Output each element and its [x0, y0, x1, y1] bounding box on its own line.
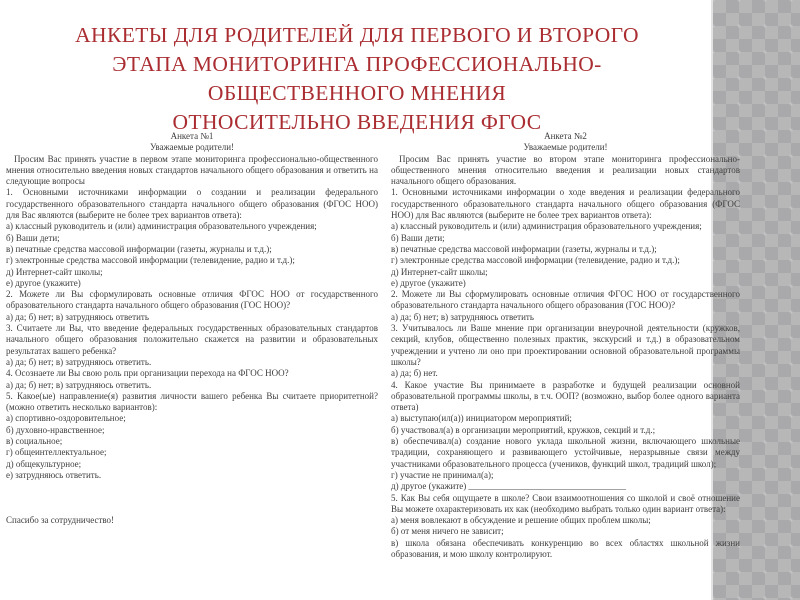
questionnaire-1-line: в) социальное; — [6, 436, 63, 447]
questionnaire-1-line: е) другое (укажите) — [6, 277, 81, 288]
questionnaire-1-salutation: Уважаемые родители! — [149, 142, 235, 153]
questionnaire-2-line: б) участвовал(а) в организации мероприятий, кружков, секций и т.д.; — [391, 424, 656, 435]
questionnaire-1-line: 2. Можете ли Вы сформулировать основные отличия ФГОС НОО от государственного образовательного стандарта начального общего образования (ГОС НОО)? — [6, 289, 378, 311]
questionnaire-2-line: в) школа обязана обеспечивать конкуренцию во всех областях школьной жизни образования, и мою школу контролируют. — [391, 537, 740, 559]
questionnaire-1-line: а) да; б) нет; в) затрудняюсь ответить — [6, 311, 149, 322]
questionnaire-2-line: е) другое (укажите) — [391, 277, 466, 288]
questionnaire-1-line: а) да; б) нет; в) затрудняюсь ответить. — [6, 379, 152, 390]
questionnaire-2-line: 4. Какое участие Вы принимаете в разработке и будущей реализации основной образовательной программы школы, в т.ч. ООП? (возможно, выбор более одного варианта ответа) — [391, 379, 740, 413]
questionnaire-2-line: а) да; б) нет; в) затрудняюсь ответить — [391, 311, 534, 322]
questionnaire-1-body — [6, 154, 378, 527]
slide-title-line: ОБЩЕСТВЕННОГО МНЕНИЯ — [207, 81, 507, 105]
questionnaire-1-line: в) печатные средства массовой информации (газеты, журналы и т.д.); — [6, 243, 272, 254]
questionnaire-2-line: а) выступаю(ил(а)) инициатором мероприятий; — [391, 413, 572, 424]
questionnaire-2-line: 2. Можете ли Вы сформулировать основные отличия ФГОС НОО от государственного образовательного стандарта начального общего образования (ГОС НОО)? — [391, 289, 740, 311]
questionnaire-2-line: д) другое (укажите) ___________________________________ — [391, 481, 627, 492]
questionnaire-1-line: 5. Какое(ые) направление(я) развития личности вашего ребенка Вы считаете приоритетной? (можно ответить несколько вариантов): — [6, 390, 378, 413]
questionnaire-1-line: д) Интернет-сайт школы; — [6, 266, 103, 277]
slide-title-line: АНКЕТЫ ДЛЯ РОДИТЕЛЕЙ ДЛЯ ПЕРВОГО И ВТОРОГО — [75, 23, 639, 47]
questionnaire-2-line: а) классный руководитель и (или) администрация образовательного учреждения; — [391, 221, 702, 232]
questionnaire-2-line: 3. Учитывалось ли Ваше мнение при организации внеурочной деятельности (кружков, секций, клубов, общественно полезных практик, экскурсий и т.д.) в образовательном учреждении и учтено ли оно при проектировании основной образовательной программы школы? — [391, 323, 740, 367]
slide-title — [10, 21, 704, 137]
questionnaire-1-column — [6, 131, 378, 527]
questionnaire-2-header: Анкета №2 — [544, 131, 587, 141]
questionnaire-2-column — [391, 131, 740, 560]
questionnaire-1-line: а) да; б) нет; в) затрудняюсь ответить. — [6, 356, 152, 367]
questionnaire-2-line: в) печатные средства массовой информации (газеты, журналы и т.д.); — [391, 243, 657, 254]
questionnaire-2-line: г) участие не принимал(а); — [391, 469, 494, 480]
questionnaire-2-line: в) обеспечивал(а) создание нового уклада школьной жизни, включающего школьные традиции, сохраняющего и развивающего устойчивые, неразрывные связи между участниками образовательного процесса (учеников, функций школ, традиций школ); — [391, 436, 740, 469]
questionnaire-2-line: б) от меня ничего не зависит; — [391, 526, 504, 537]
slide-title-line: ЭТАПА МОНИТОРИНГА ПРОФЕССИОНАЛЬНО- — [112, 52, 602, 76]
questionnaire-2-line: 1. Основными источниками информации о ходе введения и реализации федерального государственного образовательного стандарта начального общего образования (ФГОС НОО) для Вас являются (выберите не более трех вариантов ответа): — [391, 187, 740, 221]
questionnaire-1-line: г) общеинтеллектуальное; — [6, 447, 107, 458]
questionnaire-1-line: а) классный руководитель и (или) администрация образовательного учреждения; — [6, 221, 317, 232]
questionnaire-1-line: д) общекультурное; — [6, 458, 82, 469]
slide-title-line: ОТНОСИТЕЛЬНО ВВЕДЕНИЯ ФГОС — [172, 110, 542, 134]
questionnaire-2-salutation: Уважаемые родители! — [523, 142, 608, 153]
questionnaire-1-line: б) Ваши дети; — [6, 232, 60, 243]
questionnaire-1-line: г) электронные средства массовой информации (телевидение, радио и т.д.); — [6, 255, 295, 266]
questionnaire-2-line: д) Интернет-сайт школы; — [391, 266, 488, 277]
questionnaire-1-line: 3. Считаете ли Вы, что введение федеральных государственных образовательных стандартов начального общего образования положительно скажется на развитии и образовательных результатах вашего ребенка? — [6, 323, 378, 356]
questionnaire-2-body — [391, 154, 740, 561]
questionnaire-2-line: Просим Вас принять участие во втором этапе мониторинга профессионально-общественного мнения относительно введения и реализации новых стандартов начального общего образования. — [391, 153, 740, 187]
questionnaire-1-header: Анкета №1 — [170, 131, 214, 141]
questionnaire-1-line: 4. Осознаете ли Вы свою роль при организации перехода на ФГОС НОО? — [6, 368, 289, 379]
questionnaire-2-line: а) меня вовлекают в обсуждение и решение общих проблем школы; — [391, 515, 651, 526]
questionnaire-2-line: а) да; б) нет. — [391, 368, 438, 379]
questionnaire-2-line: 5. Как Вы себя ощущаете в школе? Свои взаимоотношения со школой и своё отношение Вы можете охарактеризовать их как (необходимо выбрать только один вариант ответа): — [391, 492, 740, 514]
questionnaire-1-line: Спасибо за сотрудничество! — [6, 515, 115, 526]
questionnaire-1-line: 1. Основными источниками информации о создании и реализации федерального государственного образовательного стандарта начального общего образования (ФГОС НОО) для Вас являются (выберите не более трех вариантов ответа): — [6, 187, 378, 221]
questionnaire-1-line: е) затрудняюсь ответить. — [6, 469, 102, 480]
questionnaire-2-line: б) Ваши дети; — [391, 232, 445, 243]
questionnaire-1-line — [6, 481, 378, 515]
questionnaire-2-line: г) электронные средства массовой информации (телевидение, радио и т.д.); — [391, 255, 680, 266]
questionnaire-1-line: Просим Вас принять участие в первом этапе мониторинга профессионально-общественного мнения относительно введения новых стандартов начального общего образования и ответить на следующие вопросы — [6, 153, 378, 187]
questionnaire-1-line: а) спортивно-оздоровительное; — [6, 413, 126, 424]
questionnaire-1-line: б) духовно-нравственное; — [6, 424, 105, 435]
